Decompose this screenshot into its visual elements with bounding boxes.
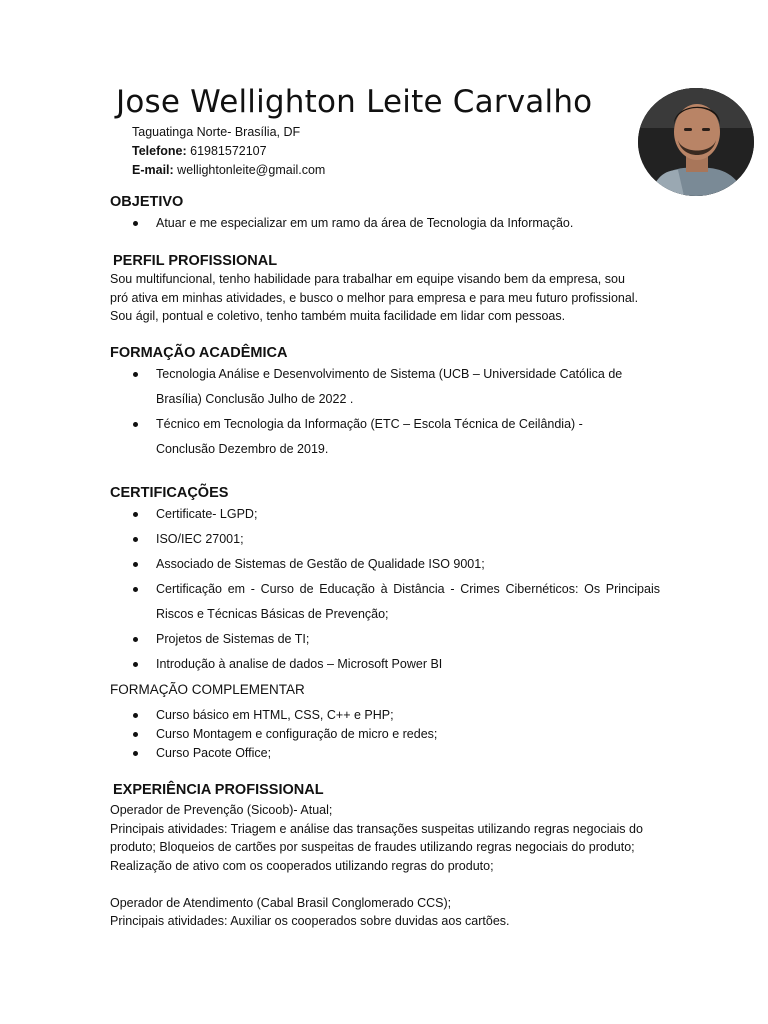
education-heading: FORMAÇÃO ACADÊMICA [110,345,288,361]
job-title: Operador de Prevenção (Sicoob)- Atual; [110,803,333,817]
email-label: E-mail: [132,163,174,177]
list-item: Tecnologia Análise e Desenvolvimento de Sistema (UCB – Universidade Católica de Brasília) Conclusão Julho de 2022 . [110,362,624,412]
job-description-line: Principais atividades: Auxiliar os cooperados sobre duvidas aos cartões. [110,914,510,928]
phone-line [132,142,325,161]
list-item: Projetos de Sistemas de TI; [110,627,660,652]
job-description-line: produto; Bloqueios de cartões por suspeitas de fraudes utilizando regras negociais do produto; [110,840,635,854]
location: Taguatinga Norte- Brasília, DF [132,125,301,139]
objective-list [110,214,660,233]
list-item: Curso básico em HTML, CSS, C++ e PHP; [110,706,660,725]
list-item: Certificação em - Curso de Educação à Distância - Crimes Cibernéticos: Os Principais Riscos e Técnicas Básicas de Prevenção; [110,577,660,627]
education-list [110,362,624,462]
profile-line: pró ativa em minhas atividades, e busco o melhor para empresa e para meu futuro profissional. [110,290,639,305]
complementary-list [110,706,660,763]
list-item: Curso Montagem e configuração de micro e redes; [110,725,660,744]
experience-heading: EXPERIÊNCIA PROFISSIONAL [113,782,324,798]
profile-text [110,270,662,326]
certifications-list [110,502,660,677]
phone-value: 61981572107 [186,144,267,158]
complementary-heading: FORMAÇÃO COMPLEMENTAR [110,682,305,697]
list-item: Técnico em Tecnologia da Informação (ETC – Escola Técnica de Ceilândia) - Conclusão Dezembro de 2019. [110,412,624,462]
certifications-heading: CERTIFICAÇÕES [110,485,229,501]
profile-photo [638,88,754,196]
contact-info [132,123,325,180]
profile-heading: PERFIL PROFISSIONAL [113,253,278,269]
list-item: Curso Pacote Office; [110,744,660,763]
job-description-line: Realização de ativo com os cooperados utilizando regras do produto; [110,858,494,873]
list-item: Introdução à analise de dados – Microsoft Power BI [110,652,660,677]
profile-line: Sou ágil, pontual e coletivo, tenho também muita facilidade em lidar com pessoas. [110,309,566,323]
list-item: Associado de Sistemas de Gestão de Qualidade ISO 9001; [110,552,660,577]
objective-heading: OBJETIVO [110,194,184,210]
job-description-line: Principais atividades: Triagem e análise das transações suspeitas utilizando regras negociais do [110,821,643,836]
profile-line: Sou multifuncional, tenho habilidade para trabalhar em equipe visando bem da empresa, sou [110,272,625,286]
experience-text [110,801,670,931]
phone-label: Telefone: [132,144,187,158]
candidate-name: Jose Wellighton Leite Carvalho [116,84,593,120]
spacer [110,875,670,894]
email-line [132,161,325,180]
list-item: ISO/IEC 27001; [110,527,660,552]
list-item: Atuar e me especializar em um ramo da área de Tecnologia da Informação. [110,214,660,233]
job-title: Operador de Atendimento (Cabal Brasil Conglomerado CCS); [110,895,452,910]
list-item: Certificate- LGPD; [110,502,660,527]
email-value: wellightonleite@gmail.com [173,163,326,177]
